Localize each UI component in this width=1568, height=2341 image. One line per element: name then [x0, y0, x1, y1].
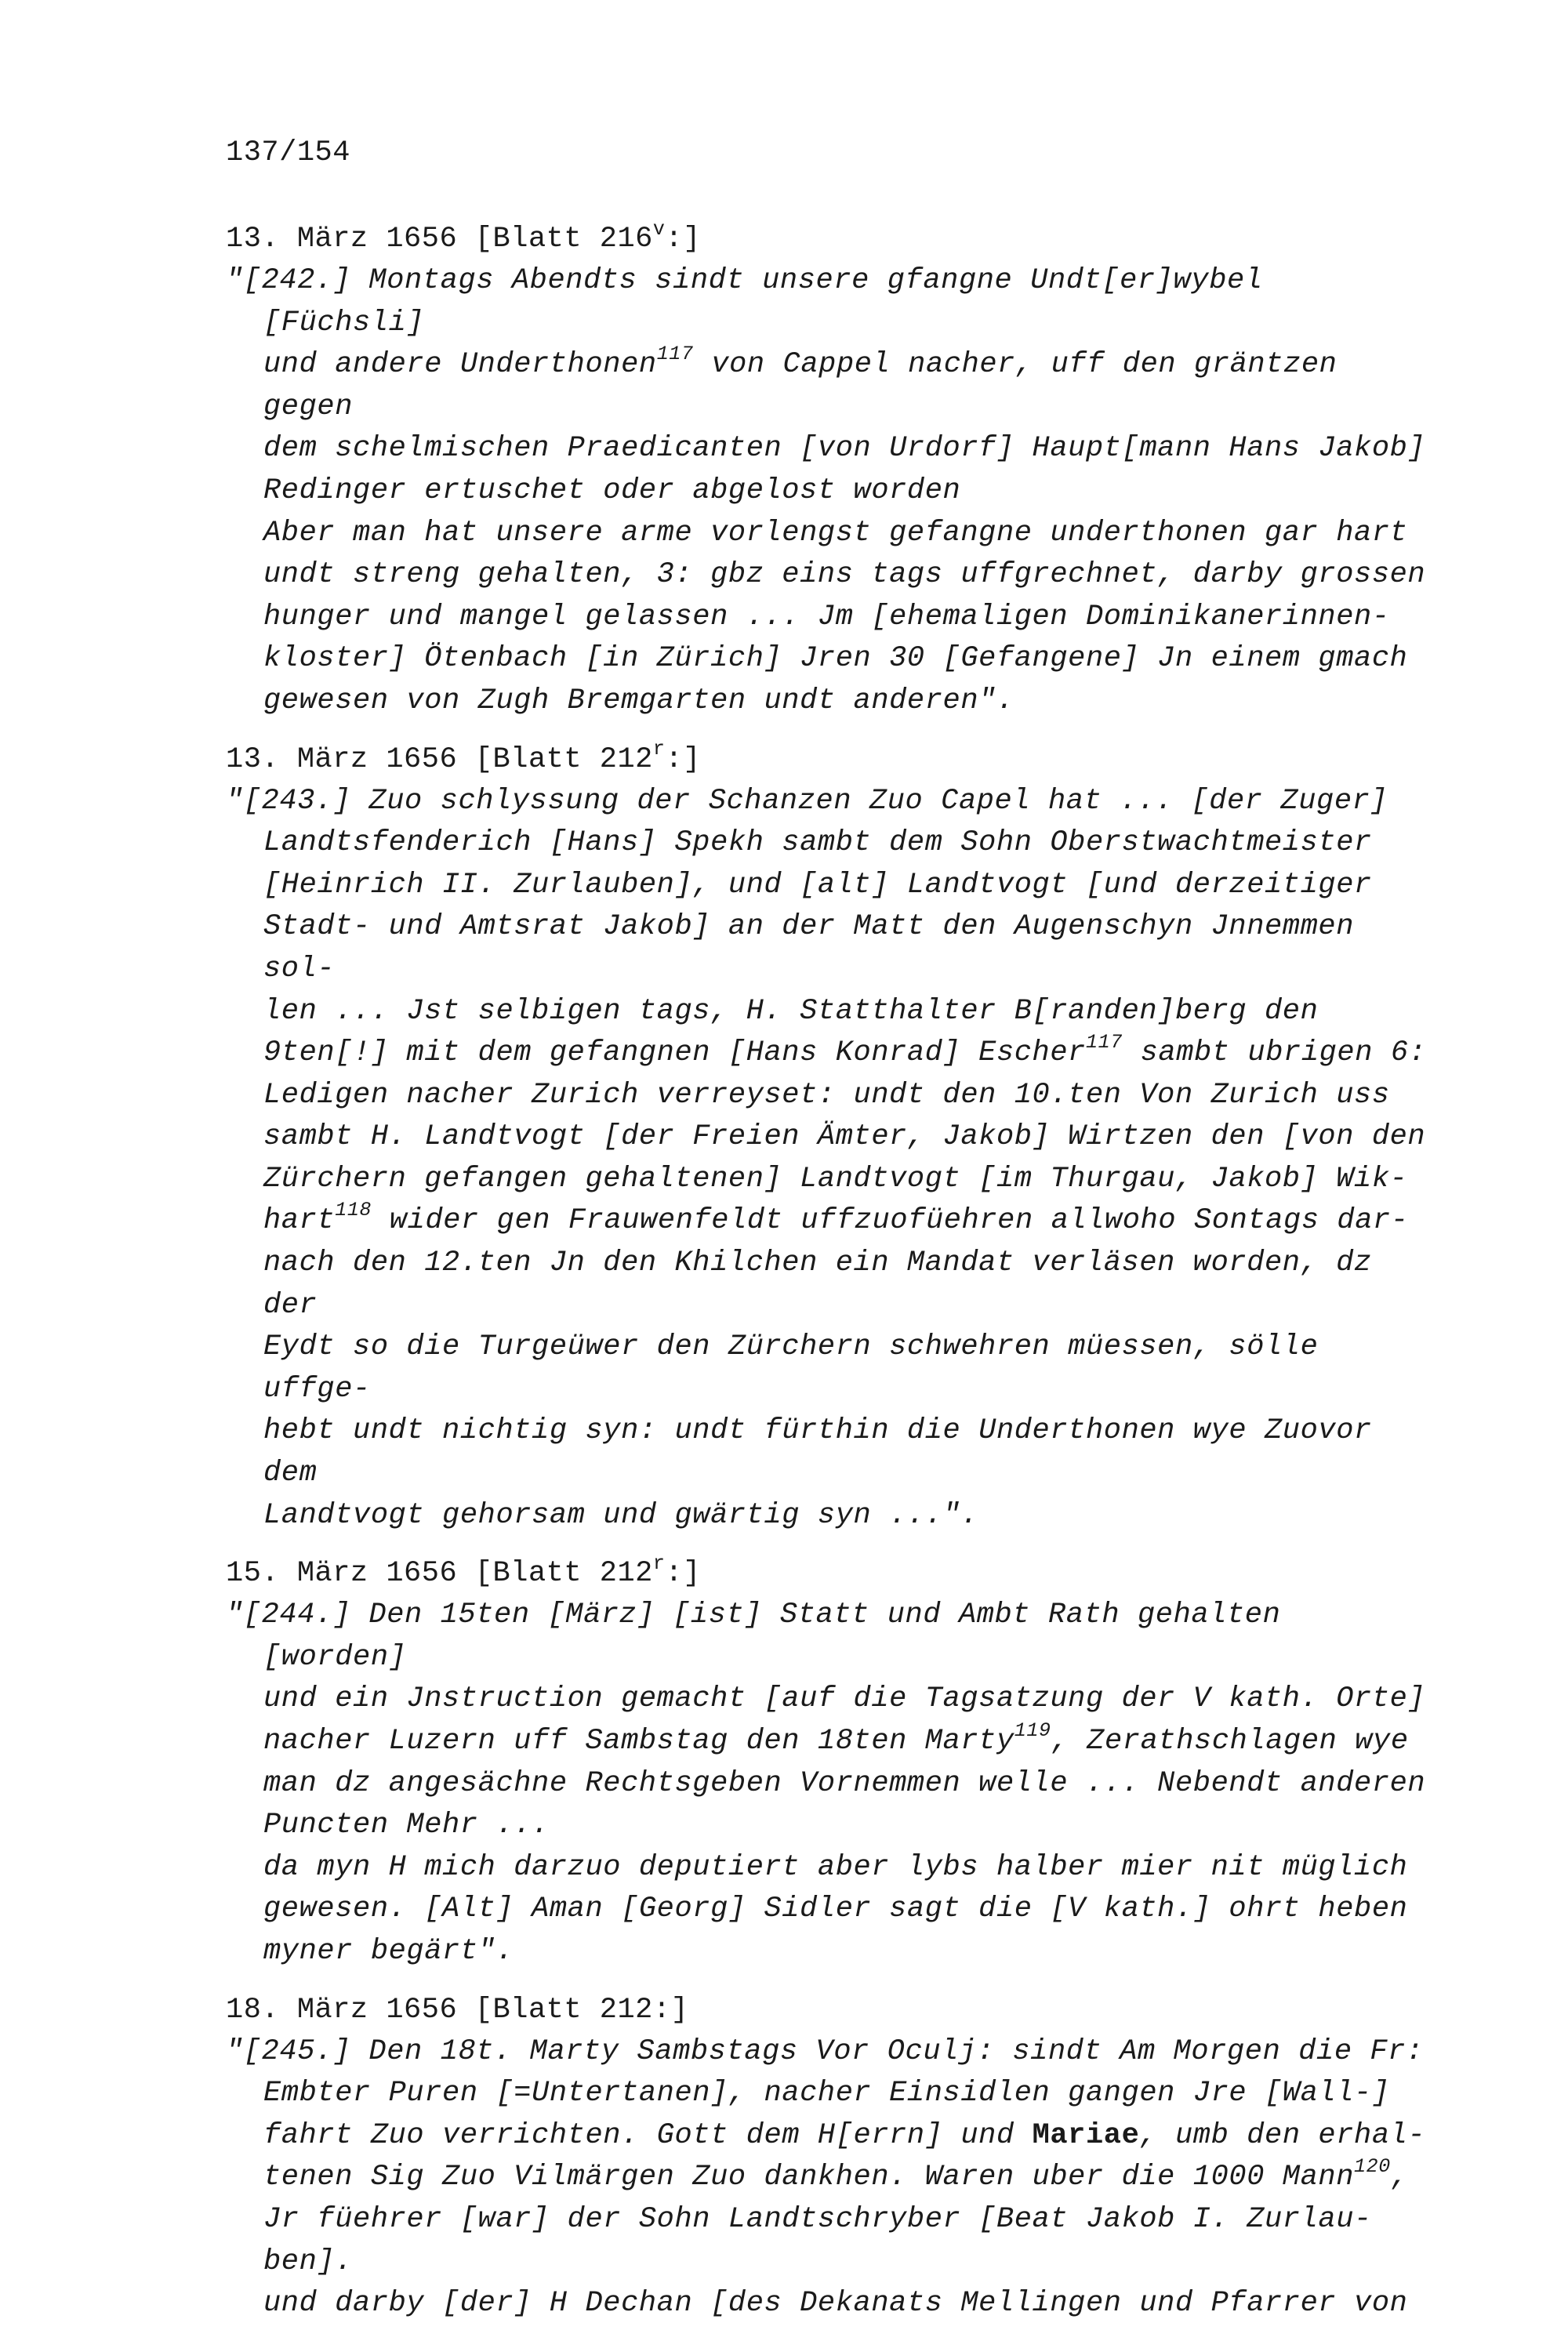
- footnote-ref: 117: [656, 342, 694, 365]
- entry-date-heading: 13. März 1656 [Blatt 216$^v$:]: [226, 217, 701, 256]
- footnote-ref: 117: [1085, 1030, 1123, 1054]
- entry-245: [226, 1989, 1441, 2325]
- footnote-ref: 119: [1014, 1719, 1051, 1742]
- document-page: [226, 132, 1441, 2341]
- entry-quote: "[242.] Montags Abendts sindt unsere gfangne Undt[er]wybel [Füchsli] und andere Underthonen$^{117}$ von Cappel nacher, uff den gräntzen gegen dem schelmischen Praedicanten [von Urdorf] Haupt[mann Hans Jakob] Redinger ertuschet oder abgelost worden Aber man hat unsere arme vorlengst gefangne underthonen gar hart undt streng gehalten, 3: gbz eins tags uffgrechnet, darby grossen hunger und mangel gelassen ... Jm [ehemaligen Dominikanerinnen- kloster] Ötenbach [in Zürich] Jren 30 [Gefangene] Jn einem gmach gewesen von Zugh Bremgarten undt anderen".: [226, 264, 1426, 717]
- footnote-ref: 118: [335, 1199, 372, 1222]
- entry-244: [226, 1552, 1441, 1973]
- entry-date-heading: 13. März 1656 [Blatt 212$^r$:]: [226, 738, 701, 776]
- entry-quote: "[244.] Den 15ten [März] [ist] Statt und Ambt Rath gehalten [worden] und ein Jnstruction gemacht [auf die Tagsatzung der V kath. Orte] nacher Luzern uff Sambstag den 18ten Marty$^{119}$, Zerathschlagen wye man dz angesächne Rechtsgeben Vornemmen welle ... Nebendt anderen Puncten Mehr ... da myn H mich darzuo deputiert aber lybs halber mier nit müglich gewesen. [Alt] Aman [Georg] Sidler sagt die [V kath.] ohrt heben myner begärt".: [226, 1599, 1426, 1968]
- entry-242: [226, 218, 1441, 723]
- entry-243: [226, 739, 1441, 1537]
- entry-date-heading: 18. März 1656 [Blatt 212:]: [226, 1993, 689, 2027]
- folio-superscript: r: [652, 738, 666, 761]
- entry-quote: "[243.] Zuo schlyssung der Schanzen Zuo Capel hat ... [der Zuger] Landtsfenderich [Hans] Spekh sambt dem Sohn Oberstwachtmeister [Heinrich II. Zurlauben], und [alt] Landtvogt [und derzeitiger Stadt- und Amtsrat Jakob] an der Matt den Augenschyn Jnnemmen sol- len ... Jst selbigen tags, H. Statthalter B[randen]berg den 9ten[!] mit dem gefangnen [Hans Konrad] Escher$^{117}$ sambt ubrigen 6: Ledigen nacher Zurich verreyset: undt den 10.ten Von Zurich uss sambt H. Landtvogt [der Freien Ämter, Jakob] Wirtzen den [von den Zürchern gefangen gehaltenen] Landtvogt [im Thurgau, Jakob] Wik- hart$^{118}$ wider gen Frauwenfeldt uffzuofüehren allwoho Sontags dar- nach den 12.ten Jn den Khilchen ein Mandat verläsen worden, dz der Eydt so die Turgeüwer den Zürchern schwehren müessen, sölle uffge- hebt undt nichtig syn: undt fürthin die Underthonen wye Zuovor dem Landtvogt gehorsam und gwärtig syn ...".: [226, 784, 1427, 1532]
- entry-quote: "[245.] Den 18t. Marty Sambstags Vor Oculj: sindt Am Morgen die Fr: Embter Puren [=Untertanen], nacher Einsidlen gangen Jre [Wall-] fahrt Zuo verrichten. Gott dem H[errn] und Mariae, umb den erhal- tenen Sig Zuo Vilmärgen Zuo dankhen. Waren uber die 1000 Mann$^{120}$, Jr füehrer [war] der Sohn Landtschryber [Beat Jakob I. Zurlau- ben]. und darby [der] H Dechan [des Dekanats Mellingen und Pfarrer von: [226, 2034, 1426, 2321]
- page-number: 137/154: [226, 136, 350, 169]
- folio-superscript: v: [652, 217, 666, 241]
- emphasis-mariae: Mariae: [1032, 2118, 1140, 2152]
- entry-date-heading: 15. März 1656 [Blatt 212$^r$:]: [226, 1552, 701, 1591]
- folio-superscript: r: [652, 1552, 666, 1575]
- footnote-ref: 120: [1354, 2155, 1391, 2179]
